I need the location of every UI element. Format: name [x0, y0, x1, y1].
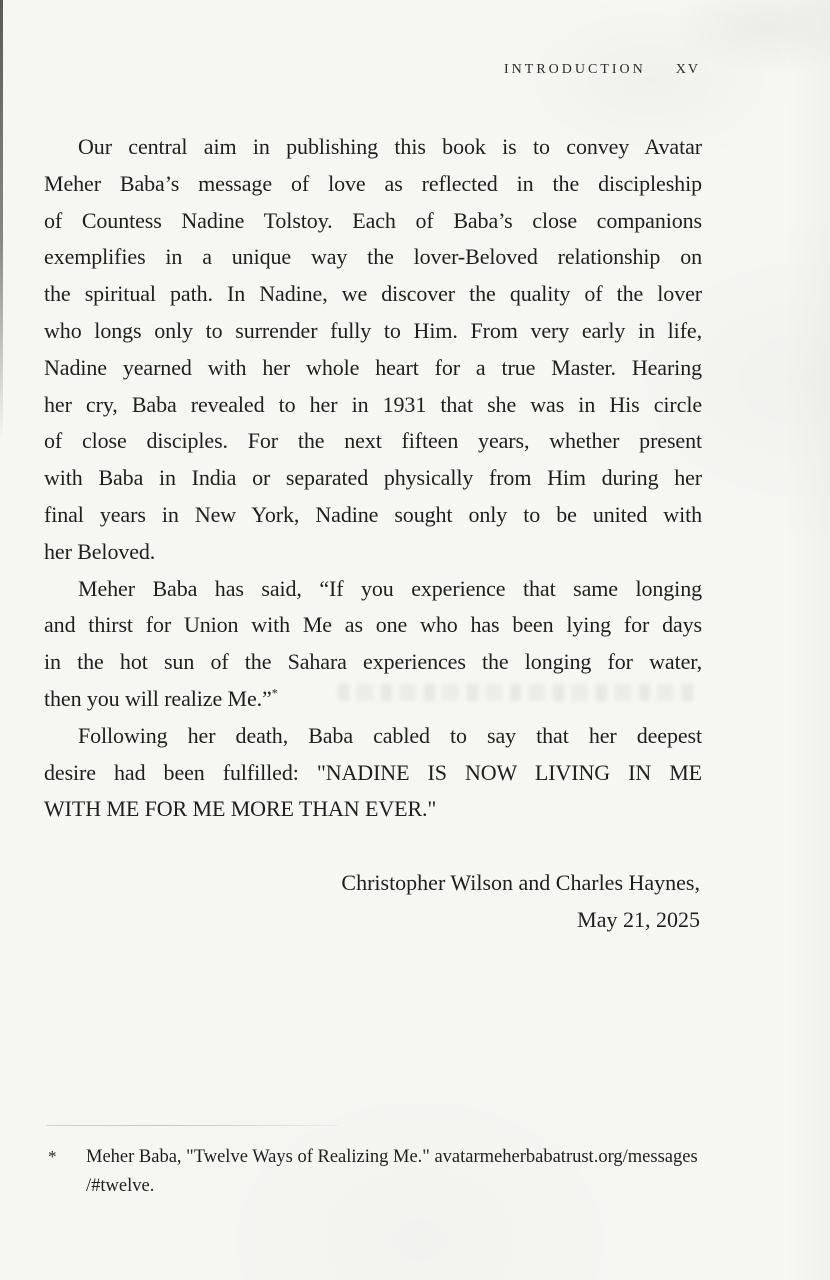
footnote-marker: * — [48, 1147, 57, 1166]
footnote-text — [86, 1143, 708, 1200]
ink-bleed-through-ghost-text — [338, 684, 696, 701]
body-line: in the hot sun of the Sahara experiences the longing for water, — [44, 649, 702, 675]
body-line: her Beloved. — [44, 538, 156, 564]
footnote-separator-rule — [46, 1125, 338, 1126]
body-line: Meher Baba has said, “If you experience that same longing — [78, 575, 702, 601]
scan-gutter-shadow — [0, 0, 3, 440]
signature-authors: Christopher Wilson and Charles Haynes, — [341, 870, 700, 895]
body-line: exemplifies in a unique way the lover-Beloved relationship on — [44, 244, 702, 270]
body-line: and thirst for Union with Me as one who has been lying for days — [44, 612, 702, 638]
footnote-line: /#twelve. — [86, 1175, 155, 1196]
body-line-text: then you will realize Me.” — [44, 685, 272, 711]
body-line: of close disciples. For the next fifteen years, whether present — [44, 428, 702, 454]
body-line: final years in New York, Nadine sought only to be united with — [44, 501, 702, 527]
body-line: with Baba in India or separated physically from Him during her — [44, 465, 702, 491]
running-head-title: INTRODUCTION — [504, 62, 646, 77]
body-line: WITH ME FOR ME MORE THAN EVER." — [44, 796, 437, 822]
running-head — [44, 62, 700, 78]
body-line: her cry, Baba revealed to her in 1931 that she was in His circle — [44, 391, 702, 417]
body-line: Meher Baba’s message of love as reflected in the discipleship — [44, 170, 702, 196]
body-line: who longs only to surrender fully to Him. From very early in life, — [44, 317, 702, 343]
body-line: the spiritual path. In Nadine, we discover the quality of the lover — [44, 281, 702, 307]
signature-date: May 21, 2025 — [577, 907, 700, 932]
footnote-line: Meher Baba, "Twelve Ways of Realizing Me." avatarmeherbabatrust.org/messages — [86, 1147, 698, 1167]
body-line: desire had been fulfilled: "NADINE IS NOW LIVING IN ME — [44, 759, 702, 785]
signature-block — [44, 864, 700, 938]
footnote-marker-superscript: * — [271, 686, 278, 701]
body-line: Nadine yearned with her whole heart for a true Master. Hearing — [44, 354, 702, 380]
body-text — [44, 129, 702, 828]
footnote — [48, 1143, 708, 1200]
body-line: Our central aim in publishing this book is to convey Avatar — [78, 134, 702, 159]
page-number: XV — [675, 62, 700, 77]
body-line: Following her death, Baba cabled to say that her deepest — [78, 722, 702, 748]
body-line: of Countess Nadine Tolstoy. Each of Baba’s close companions — [44, 207, 702, 233]
